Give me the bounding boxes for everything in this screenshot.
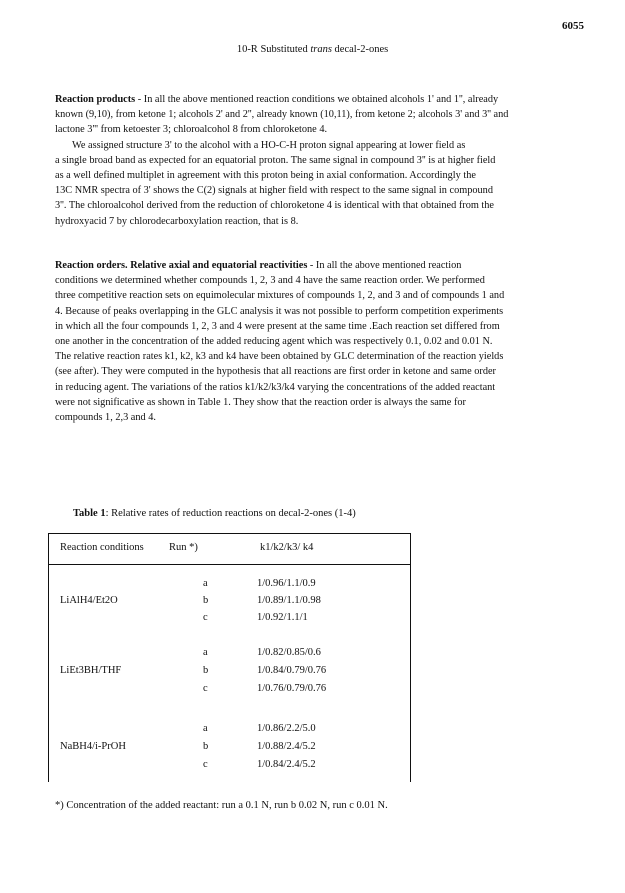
table-cell-ratio: 1/0.84/2.4/5.2 (257, 759, 316, 770)
table-cell-ratio: 1/0.96/1.1/0.9 (257, 578, 316, 589)
table-cell-ratio: 1/0.84/0.79/0.76 (257, 665, 327, 676)
column-header-run: Run *) (169, 542, 198, 553)
section-reaction-products (55, 92, 583, 229)
paragraph-line: 13C NMR spectra of 3' shows the C(2) signals at higher field with respect to the same signal in compound (55, 185, 493, 197)
table-cell-run: a (203, 723, 208, 734)
table-cell-run: b (203, 741, 209, 752)
paragraph-line: known (9,10), from ketone 1; alcohols 2' and 2'', already known (10,11), from ketone 2; alcohols 3' and 3'' and (55, 109, 509, 121)
table-cell-ratio: 1/0.88/2.4/5.2 (257, 741, 316, 752)
table-cell-condition: NaBH4/i-PrOH (60, 741, 126, 752)
paragraph-line: three competitive reaction sets on equimolecular mixtures of compounds 1, 2, and 3 and of compounds 1 and (55, 290, 505, 302)
column-header-conditions: Reaction conditions (60, 542, 144, 553)
table-cell-ratio: 1/0.92/1.1/1 (257, 612, 308, 623)
section-heading: Reaction products (55, 94, 136, 105)
table-cell-ratio: 1/0.86/2.2/5.0 (257, 723, 316, 734)
running-head-italic: trans (310, 44, 332, 55)
section-reaction-orders (55, 258, 583, 425)
table-caption-text: : Relative rates of reduction reactions on decal-2-ones (1-4) (105, 508, 356, 519)
table-cell-run: c (203, 759, 208, 770)
paragraph-line: in which all the four compounds 1, 2, 3 and 4 were present at the same time .Each reaction set differed from (55, 320, 500, 332)
paragraph-line: 3''. The chloroalcohol derived from the reduction of chloroketone 4 is identical with that obtained from the (55, 200, 495, 212)
table-cell-ratio: 1/0.76/0.79/0.76 (257, 683, 327, 694)
paragraph-line: We assigned structure 3' to the alcohol with a HO-C-H proton signal appearing at lower field as (72, 139, 466, 151)
paragraph-line: as a well defined multiplet in agreement with this proton being in axial conformation. Accordingly the (55, 170, 476, 182)
paragraph-line: The relative reaction rates k1, k2, k3 and k4 have been obtained by GLC determination of the reaction yields (55, 351, 504, 363)
paragraph-line: Reaction orders. Relative axial and equatorial reactivities - In all the above mentioned reaction (55, 260, 462, 271)
running-head (0, 44, 625, 55)
paragraph-line: 4. Because of peaks overlapping in the GLC analysis it was not possible to perform competition experiments (55, 305, 504, 317)
paragraph-line: lactone 3''' from ketoester 3; chloroalcohol 8 from chloroketone 4. (55, 124, 328, 136)
table-cell-run: b (203, 665, 209, 676)
table-caption (73, 508, 356, 519)
table-cell-run: a (203, 647, 208, 658)
paragraph-line: one another in the concentration of the added reducing agent which was respectively 0.1, 0.02 and 0.01 N. (55, 336, 493, 348)
table-cell-run: c (203, 612, 208, 623)
paragraph-line: a single broad band as expected for an equatorial proton. The same signal in compound 3'' is at higher field (55, 154, 496, 166)
table-1 (48, 533, 411, 782)
paragraph-line: hydroxyacid 7 by chlorodecarboxylation reaction, that is 8. (55, 215, 299, 227)
table-caption-label: Table 1 (73, 508, 106, 519)
section-heading: Reaction orders. Relative axial and equatorial reactivities (55, 260, 308, 271)
column-header-ratio: k1/k2/k3/ k4 (260, 542, 314, 553)
paragraph-line: were not significative as shown in Table 1. They show that the reaction order is always the same for (55, 396, 466, 408)
table-cell-run: b (203, 595, 209, 606)
table-cell-ratio: 1/0.89/1.1/0.98 (257, 595, 321, 606)
page-number: 6055 (562, 20, 584, 32)
running-head-suffix: decal-2-ones (331, 44, 389, 55)
table-cell-run: a (203, 578, 208, 589)
paragraph-line: Reaction products - In all the above mentioned reaction conditions we obtained alcohols 1' and 1'', already (55, 94, 499, 105)
running-head-prefix: 10-R Substituted (236, 44, 311, 55)
paragraph-line: compounds 1, 2,3 and 4. (55, 412, 156, 424)
table-cell-condition: LiEt3BH/THF (60, 665, 122, 676)
table-cell-run: c (203, 683, 208, 694)
table-cell-condition: LiAlH4/Et2O (60, 595, 118, 606)
paragraph-line: (see after). They were computed in the hypothesis that all reactions are first order in ketone and same order (55, 366, 496, 378)
paragraph-line: conditions we determined whether compounds 1, 2, 3 and 4 have the same reaction order. We performed (55, 275, 485, 287)
paragraph-line: in reducing agent. The variations of the ratios k1/k2/k3/k4 varying the concentrations of the added reactant (55, 381, 496, 393)
table-cell-ratio: 1/0.82/0.85/0.6 (257, 647, 321, 658)
table-footnote: *) Concentration of the added reactant: run a 0.1 N, run b 0.02 N, run c 0.01 N. (55, 800, 388, 811)
header-divider (49, 564, 410, 565)
